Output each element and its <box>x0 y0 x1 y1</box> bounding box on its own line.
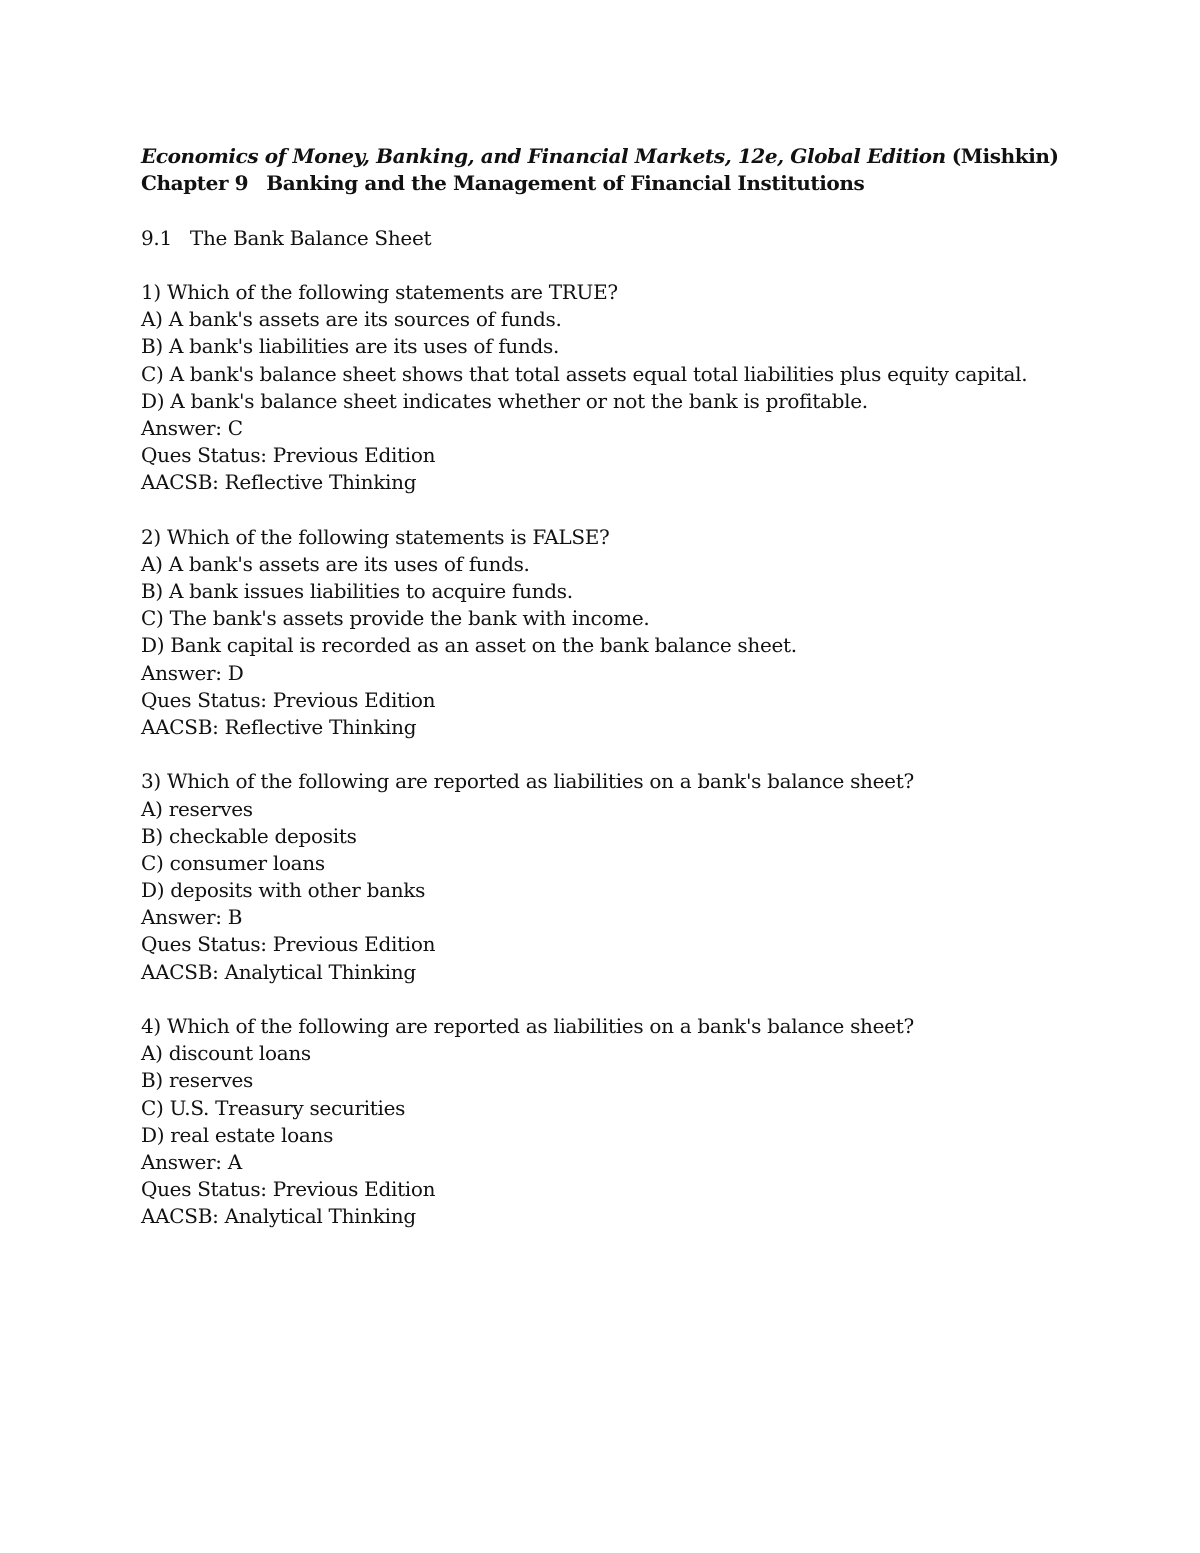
question-status: Ques Status: Previous Edition <box>141 687 436 712</box>
book-header <box>141 143 1101 170</box>
answer-key: Answer: C <box>141 415 243 440</box>
question-block <box>141 279 1101 497</box>
chapter-header <box>141 170 1101 197</box>
question-block <box>141 524 1101 742</box>
answer-option: A) reserves <box>141 796 253 821</box>
question-status: Ques Status: Previous Edition <box>141 1177 436 1202</box>
answer-option: C) consumer loans <box>141 850 325 875</box>
section-title: The Bank Balance Sheet <box>189 225 432 250</box>
question-stem: 1) Which of the following statements are TRUE? <box>141 279 618 304</box>
question-block <box>141 1013 1101 1231</box>
answer-option: A) discount loans <box>141 1041 311 1066</box>
section-heading <box>141 225 1101 252</box>
question-status: Ques Status: Previous Edition <box>141 443 436 468</box>
answer-option: A) A bank's assets are its sources of funds. <box>141 307 562 332</box>
section-number: 9.1 <box>141 225 172 250</box>
answer-option: B) reserves <box>141 1068 254 1093</box>
answer-option: C) A bank's balance sheet shows that total assets equal total liabilities plus equity capital. <box>141 361 1028 386</box>
question-block <box>141 768 1101 986</box>
question-status: Ques Status: Previous Edition <box>141 932 436 957</box>
answer-option: C) U.S. Treasury securities <box>141 1095 406 1120</box>
aacsb-tag: AACSB: Analytical Thinking <box>141 959 416 984</box>
answer-key: Answer: D <box>141 660 244 685</box>
book-author: (Mishkin) <box>951 144 1059 168</box>
question-stem: 2) Which of the following statements is FALSE? <box>141 524 610 549</box>
answer-option: B) checkable deposits <box>141 823 357 848</box>
answer-key: Answer: A <box>141 1149 242 1174</box>
document-page <box>141 143 1101 1231</box>
question-stem: 4) Which of the following are reported as liabilities on a bank's balance sheet? <box>141 1014 914 1039</box>
answer-option: D) real estate loans <box>141 1122 334 1147</box>
aacsb-tag: AACSB: Reflective Thinking <box>141 470 417 495</box>
answer-option: D) deposits with other banks <box>141 878 426 903</box>
answer-option: C) The bank's assets provide the bank with income. <box>141 606 650 631</box>
aacsb-tag: AACSB: Reflective Thinking <box>141 714 417 739</box>
aacsb-tag: AACSB: Analytical Thinking <box>141 1204 416 1229</box>
book-title: Economics of Money, Banking, and Financial Markets, 12e, Global Edition <box>141 144 946 168</box>
chapter-title: Banking and the Management of Financial Institutions <box>266 171 865 196</box>
answer-option: A) A bank's assets are its uses of funds. <box>141 551 530 576</box>
answer-option: B) A bank issues liabilities to acquire funds. <box>141 579 573 604</box>
question-stem: 3) Which of the following are reported as liabilities on a bank's balance sheet? <box>141 769 914 794</box>
answer-option: D) Bank capital is recorded as an asset on the bank balance sheet. <box>141 633 797 658</box>
answer-key: Answer: B <box>141 905 243 930</box>
answer-option: D) A bank's balance sheet indicates whether or not the bank is profitable. <box>141 388 868 413</box>
chapter-label: Chapter 9 <box>141 171 249 196</box>
answer-option: B) A bank's liabilities are its uses of funds. <box>141 334 560 359</box>
